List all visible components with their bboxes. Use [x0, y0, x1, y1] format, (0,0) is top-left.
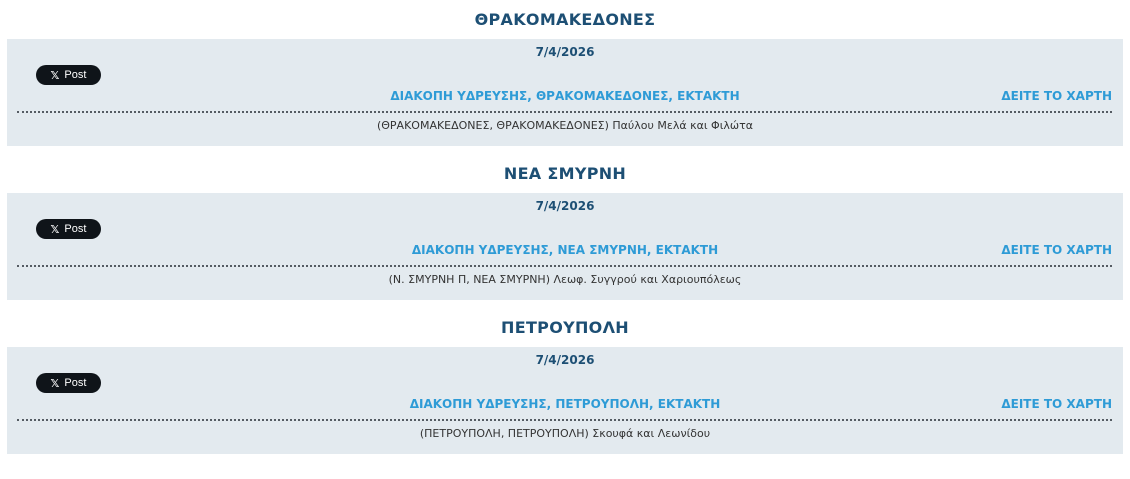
outage-date: 7/4/2026: [535, 45, 595, 59]
outage-date: 7/4/2026: [535, 353, 595, 367]
section-title: ΠΕΤΡΟΥΠΟΛΗ: [501, 318, 629, 337]
outage-detail: (ΠΕΤΡΟΥΠΟΛΗ, ΠΕΤΡΟΥΠΟΛΗ) Σκουφά και Λεωνίδου: [419, 427, 711, 440]
x-logo-icon: 𝕏: [50, 376, 60, 390]
dotted-divider: [17, 419, 1112, 421]
outage-date: 7/4/2026: [535, 199, 595, 213]
outage-card: [7, 347, 1123, 454]
x-logo-icon: 𝕏: [50, 68, 60, 82]
section-title: ΘΡΑΚΟΜΑΚΕΔΟΝΕΣ: [474, 10, 656, 29]
view-map-link[interactable]: ΔΕΙΤΕ ΤΟ ΧΑΡΤΗ: [1001, 89, 1112, 103]
view-map-link[interactable]: ΔΕΙΤΕ ΤΟ ΧΑΡΤΗ: [1001, 243, 1112, 257]
x-post-label: Post: [64, 223, 87, 235]
x-post-label: Post: [64, 69, 87, 81]
outage-headline-link[interactable]: ΔΙΑΚΟΠΗ ΥΔΡΕΥΣΗΣ, ΘΡΑΚΟΜΑΚΕΔΟΝΕΣ, ΕΚΤΑΚΤΗ: [390, 89, 740, 103]
x-post-button[interactable]: [36, 219, 101, 239]
outage-card: [7, 39, 1123, 146]
outage-headline-link[interactable]: ΔΙΑΚΟΠΗ ΥΔΡΕΥΣΗΣ, ΠΕΤΡΟΥΠΟΛΗ, ΕΚΤΑΚΤΗ: [409, 397, 721, 411]
x-post-button[interactable]: [36, 65, 101, 85]
outage-headline-link[interactable]: ΔΙΑΚΟΠΗ ΥΔΡΕΥΣΗΣ, ΝΕΑ ΣΜΥΡΝΗ, ΕΚΤΑΚΤΗ: [411, 243, 719, 257]
x-post-label: Post: [64, 377, 87, 389]
dotted-divider: [17, 265, 1112, 267]
x-logo-icon: 𝕏: [50, 222, 60, 236]
outage-card: [7, 193, 1123, 300]
outage-detail: (Ν. ΣΜΥΡΝΗ Π, ΝΕΑ ΣΜΥΡΝΗ) Λεωφ. Συγγρού και Χαριουπόλεως: [388, 273, 742, 286]
view-map-link[interactable]: ΔΕΙΤΕ ΤΟ ΧΑΡΤΗ: [1001, 397, 1112, 411]
x-post-button[interactable]: [36, 373, 101, 393]
outage-detail: (ΘΡΑΚΟΜΑΚΕΔΟΝΕΣ, ΘΡΑΚΟΜΑΚΕΔΟΝΕΣ) Παύλου Μελά και Φιλώτα: [376, 119, 754, 132]
dotted-divider: [17, 111, 1112, 113]
section-title: ΝΕΑ ΣΜΥΡΝΗ: [503, 164, 627, 183]
